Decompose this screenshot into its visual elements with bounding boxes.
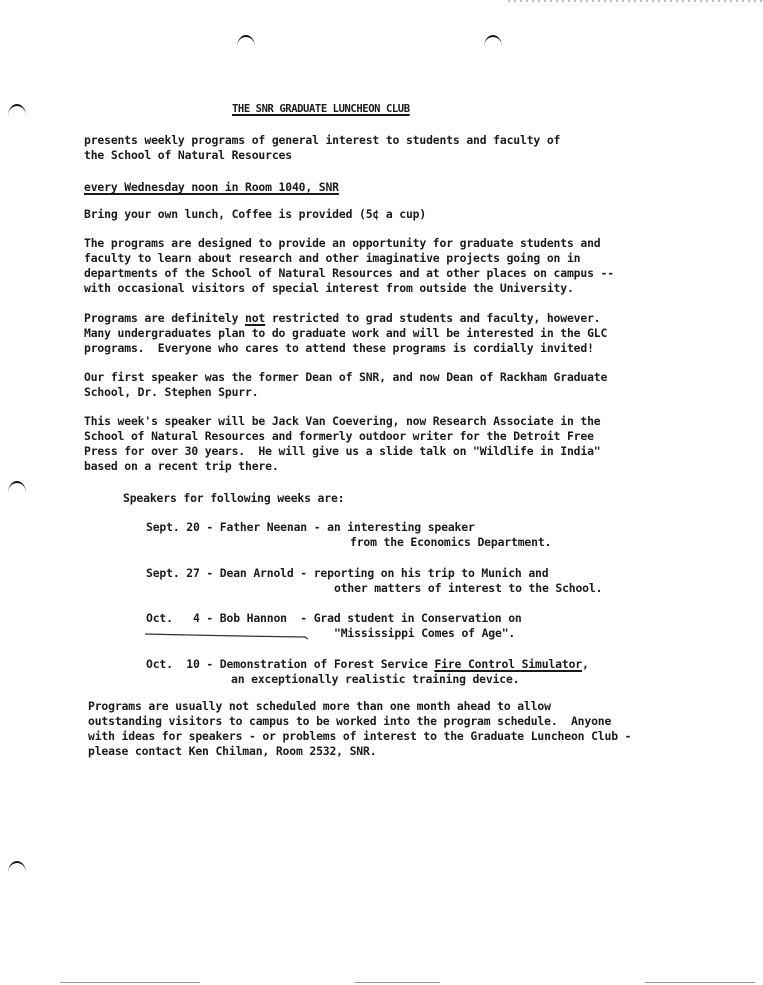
- binder-hole-mark: [484, 35, 502, 47]
- speaker-text: ,: [582, 657, 589, 671]
- binder-hole-mark: [8, 481, 26, 493]
- this-week-line: This week's speaker will be Jack Van Coevering, now Research Associate in the: [84, 414, 601, 428]
- purpose-line: with occasional visitors of special interest from outside the University.: [84, 281, 574, 295]
- document-title: THE SNR GRADUATE LUNCHEON CLUB: [232, 103, 410, 115]
- speaker-entry: Sept. 20 - Father Neenan - an interesting speaker: [146, 520, 475, 534]
- speaker-entry-cont: other matters of interest to the School.: [334, 581, 603, 595]
- closing-line: outstanding visitors to campus to be worked into the program schedule. Anyone: [88, 714, 612, 728]
- open-text: Programs are definitely: [84, 311, 245, 325]
- binder-hole-mark: [237, 35, 255, 47]
- first-speaker-line: Our first speaker was the former Dean of SNR, and now Dean of Rackham Graduate: [84, 370, 608, 384]
- closing-line: with ideas for speakers - or problems of interest to the Graduate Luncheon Club -: [88, 729, 632, 743]
- intro-line: the School of Natural Resources: [84, 148, 292, 162]
- speaker-entry-cont: "Mississippi Comes of Age".: [334, 626, 516, 640]
- speaker-text: Oct. 10 - Demonstration of Forest Service: [146, 657, 435, 671]
- closing-line: please contact Ken Chilman, Room 2532, SNR.: [88, 744, 377, 758]
- this-week-line: Press for over 30 years. He will give us a slide talk on "Wildlife in India": [84, 444, 601, 458]
- intro-line: presents weekly programs of general interest to students and faculty of: [84, 133, 561, 147]
- speaker-entry: Sept. 27 - Dean Arnold - reporting on his trip to Munich and: [146, 566, 549, 580]
- scan-edge-mark: [60, 982, 200, 984]
- open-line: [84, 311, 601, 326]
- lunch-line: Bring your own lunch, Coffee is provided (5¢ a cup): [84, 207, 427, 221]
- purpose-line: faculty to learn about research and other imaginative projects going on in: [84, 251, 581, 265]
- binder-hole-mark: [8, 861, 26, 873]
- purpose-line: The programs are designed to provide an opportunity for graduate students and: [84, 236, 601, 250]
- emphasis-fire-control-simulator: Fire Control Simulator: [434, 657, 583, 671]
- schedule-line: every Wednesday noon in Room 1040, SNR: [84, 180, 339, 194]
- speaker-entry: [146, 657, 589, 672]
- handwritten-underline: [145, 632, 310, 640]
- speakers-heading: Speakers for following weeks are:: [123, 491, 345, 505]
- emphasis-not: not: [245, 311, 266, 325]
- open-text: restricted to grad students and faculty, however.: [265, 311, 601, 325]
- this-week-line: School of Natural Resources and formerly outdoor writer for the Detroit Free: [84, 429, 594, 443]
- open-line: Many undergraduates plan to do graduate work and will be interested in the GLC: [84, 326, 608, 340]
- this-week-line: based on a recent trip there.: [84, 459, 279, 473]
- closing-line: Programs are usually not scheduled more than one month ahead to allow: [88, 699, 551, 713]
- scan-edge-mark: [355, 982, 440, 984]
- top-edge-perforation: [508, 0, 763, 2]
- speaker-entry-cont: from the Economics Department.: [350, 535, 552, 549]
- binder-hole-mark: [8, 104, 26, 116]
- first-speaker-line: School, Dr. Stephen Spurr.: [84, 385, 259, 399]
- open-line: programs. Everyone who cares to attend these programs is cordially invited!: [84, 341, 594, 355]
- speaker-entry: Oct. 4 - Bob Hannon - Grad student in Conservation on: [146, 611, 522, 625]
- scan-edge-mark: [645, 982, 755, 984]
- purpose-line: departments of the School of Natural Resources and at other places on campus --: [84, 266, 614, 280]
- speaker-entry-cont: an exceptionally realistic training device.: [231, 672, 520, 686]
